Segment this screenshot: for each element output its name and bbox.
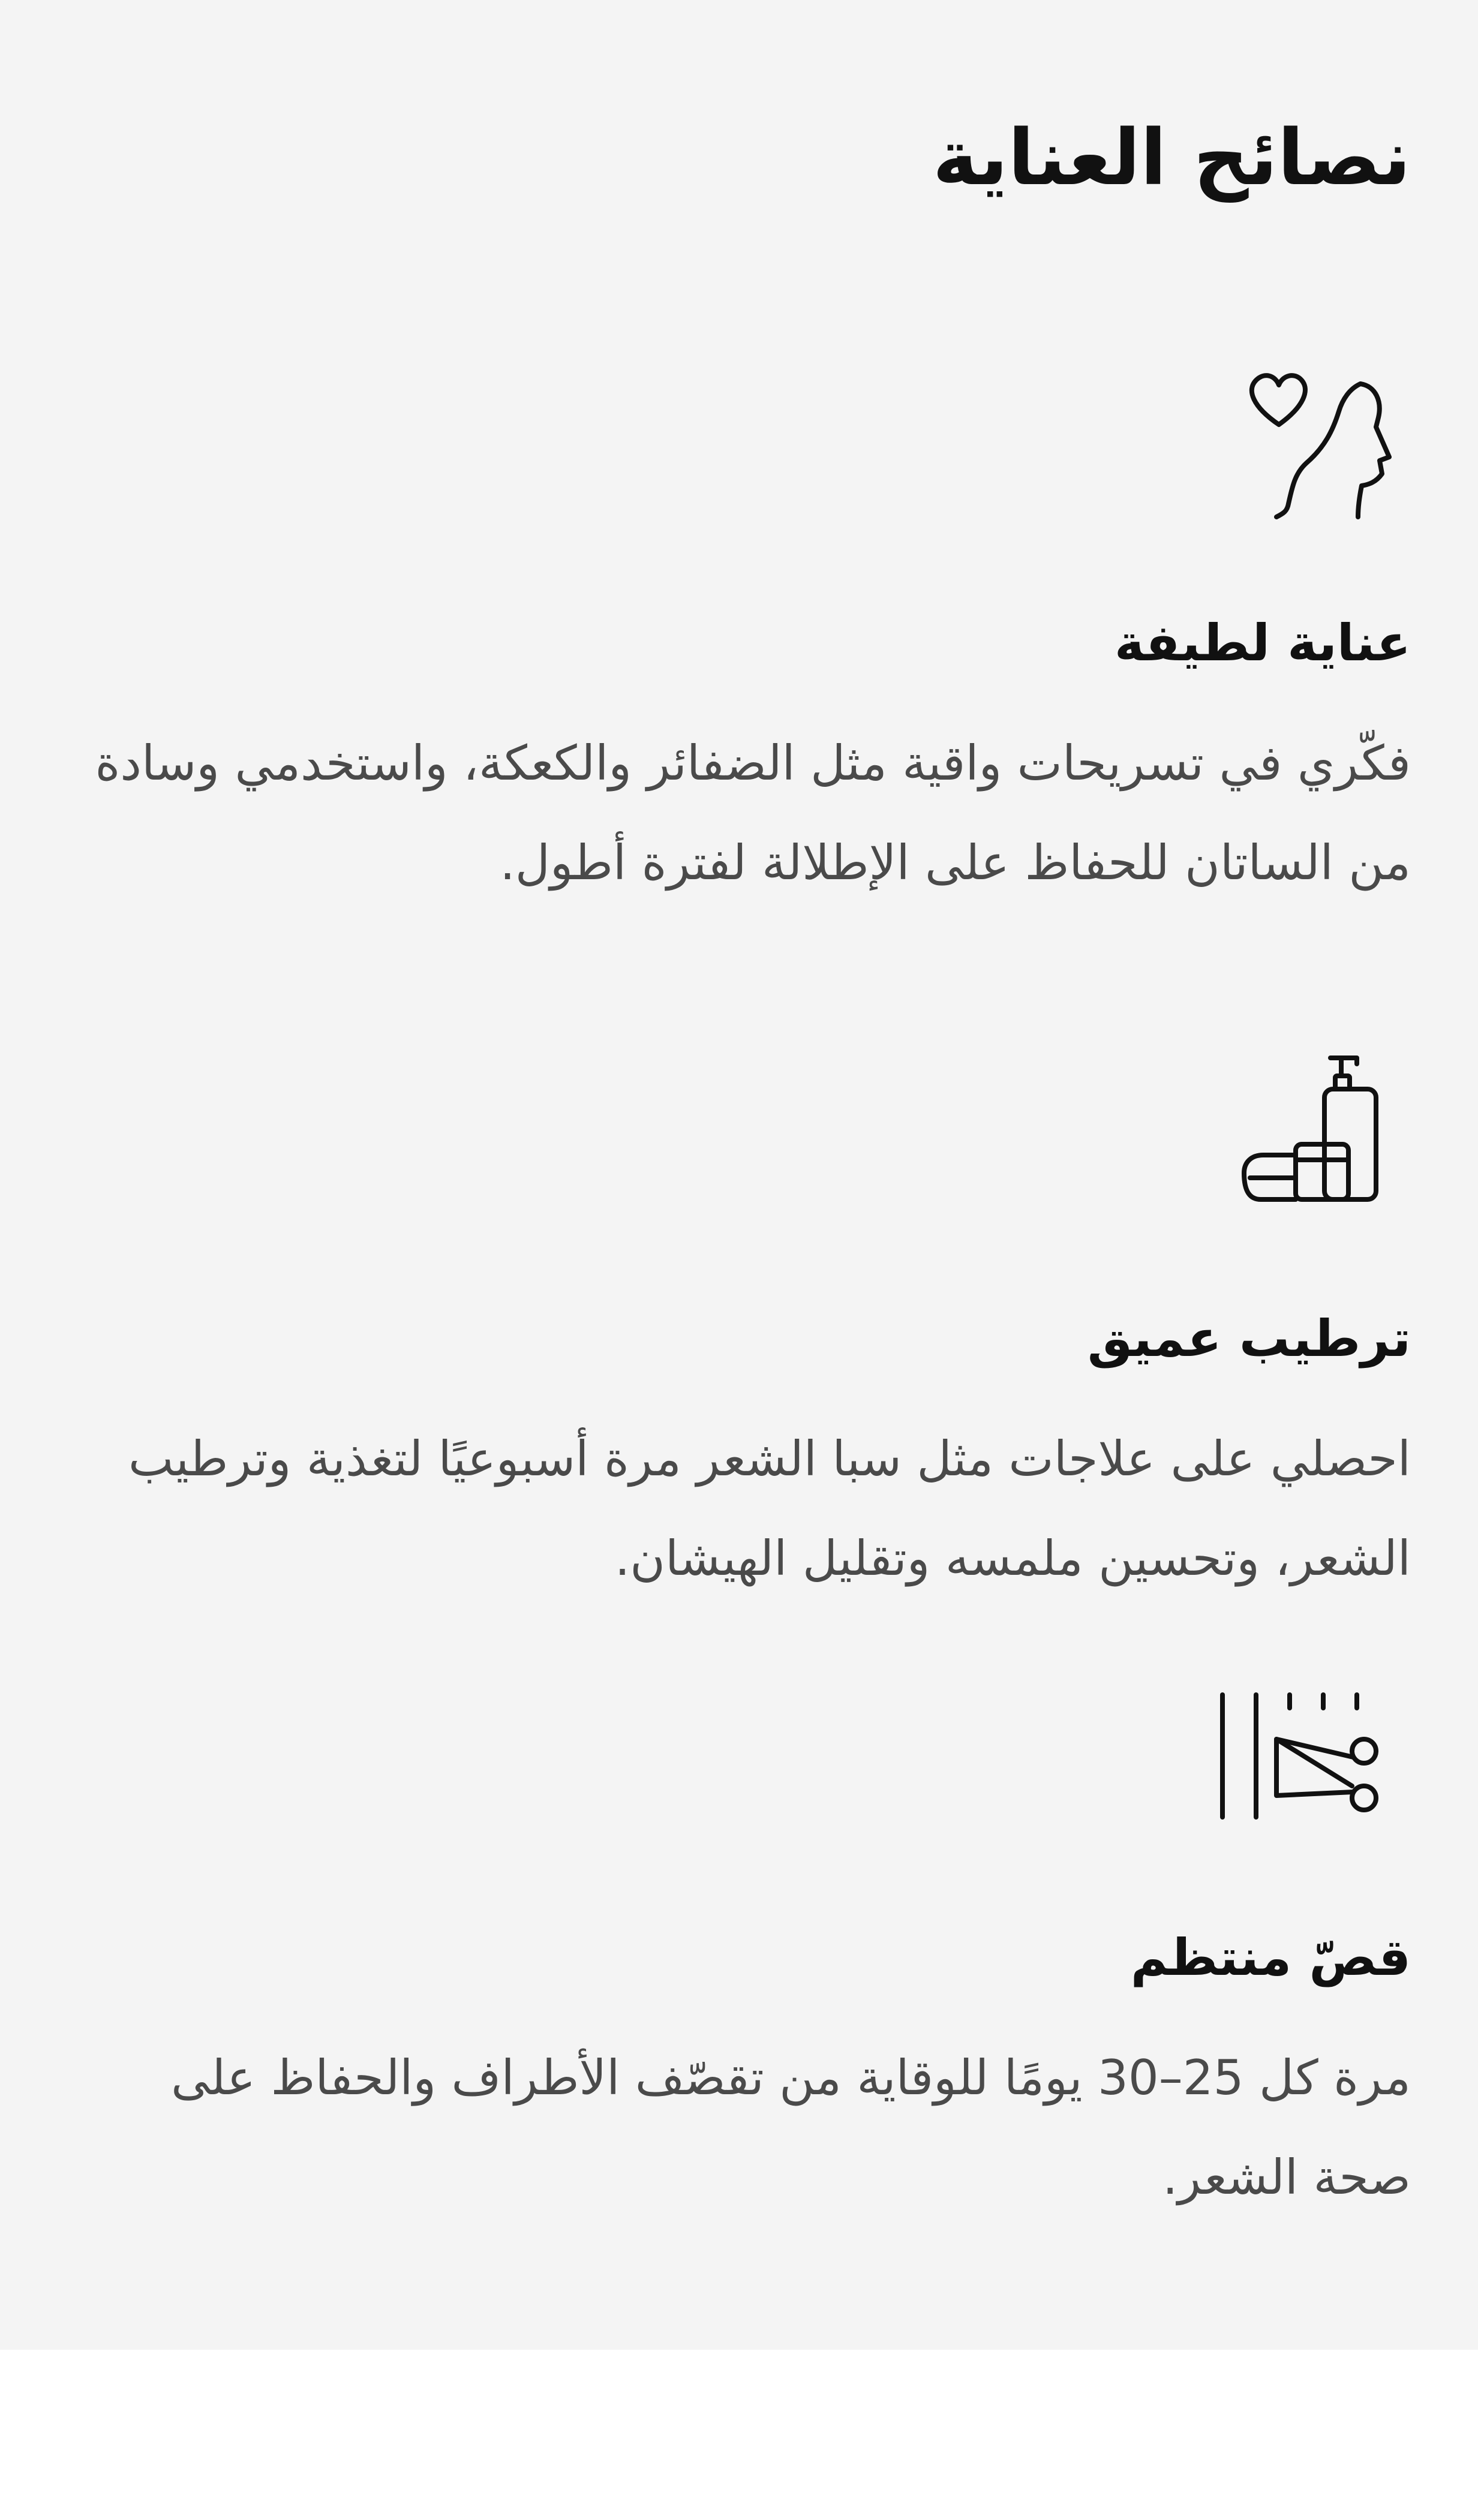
tip-body: فكّري في تسريحات واقية مثل الضفائر والكعكة، واستخدمي وسادة من الساتان للحفاظ على الإطلالة لفترة أطول. bbox=[95, 735, 1411, 891]
heart-face-icon bbox=[1240, 360, 1396, 522]
tip-title: قصّ منتظم bbox=[1130, 1928, 1411, 1987]
page-title: نصائح العناية bbox=[932, 113, 1411, 203]
hair-products-icon bbox=[1240, 1054, 1396, 1204]
tip-body: مرة كل 25–30 يومًا للوقاية من تقصّف الأطراف والحفاظ على صحة الشعر. bbox=[171, 2050, 1411, 2205]
tip-body: احصلي على علاجات مثل سبا الشعر مرة أسبوعيًا لتغذية وترطيب الشعر، وتحسين ملمسه وتقليل الهيشان. bbox=[128, 1431, 1411, 1586]
scissors-hair-icon bbox=[1216, 1684, 1396, 1828]
tip-title: عناية لطيفة bbox=[1114, 614, 1411, 672]
tip-title: ترطيب عميق bbox=[1087, 1309, 1411, 1368]
